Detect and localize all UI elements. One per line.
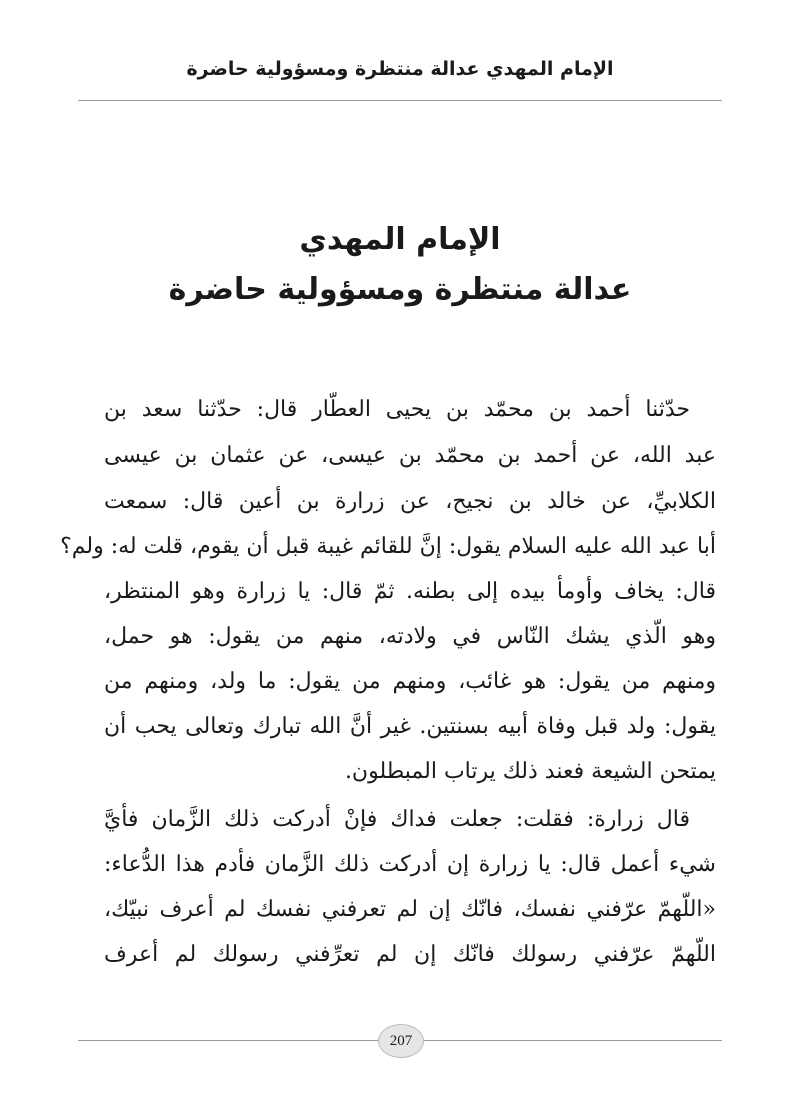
body-line: أبا عبد الله عليه السلام يقول: إنَّ للقائم غيبة قبل أن يقوم، قلت له: ولم؟ [60, 534, 716, 559]
page-number: 207 [378, 1024, 424, 1058]
body-line: حدّثنا أحمد بن محمّد بن يحيى العطّار قال: حدّثنا سعد بن [104, 397, 690, 422]
header-divider [78, 100, 722, 101]
running-header: الإمام المهدي عدالة منتظرة ومسؤولية حاضرة [186, 58, 614, 80]
chapter-title-line1: الإمام المهدي [299, 222, 501, 257]
body-line: ومنهم من يقول: هو غائب، ومنهم من يقول: ما ولد، ومنهم من [104, 669, 716, 694]
body-line: وهو الّذي يشك النّاس في ولادته، منهم من يقول: هو حمل، [104, 624, 716, 649]
body-line: شيء أعمل قال: يا زرارة إن أدركت ذلك الزَّمان فأدم هذا الدُّعاء: [104, 852, 716, 877]
body-line: قال: يخاف وأومأ بيده إلى بطنه. ثمّ قال: يا زرارة وهو المنتظر، [104, 579, 716, 604]
body-line: الكلابيِّ، عن خالد بن نجيح، عن زرارة بن أعين قال: سمعت [104, 489, 716, 514]
body-line: «اللّهمّ عرّفني نفسك، فانّك إن لم تعرفني نفسك لم أعرف نبيّك، [104, 897, 716, 922]
body-line: يقول: ولد قبل وفاة أبيه بسنتين. غير أنَّ الله تبارك وتعالى يحب أن [104, 714, 716, 739]
body-line: قال زرارة: فقلت: جعلت فداك فإنْ أدركت ذلك الزَّمان فأيَّ [104, 807, 690, 832]
body-line: عبد الله، عن أحمد بن محمّد بن عيسى، عن عثمان بن عيسى [104, 443, 716, 468]
body-line: اللّهمّ عرّفني رسولك فانّك إن لم تعرِّفني رسولك لم أعرف [104, 942, 716, 967]
chapter-title-line2: عدالة منتظرة ومسؤولية حاضرة [168, 272, 632, 307]
body-line: يمتحن الشيعة فعند ذلك يرتاب المبطلون. [344, 759, 716, 784]
